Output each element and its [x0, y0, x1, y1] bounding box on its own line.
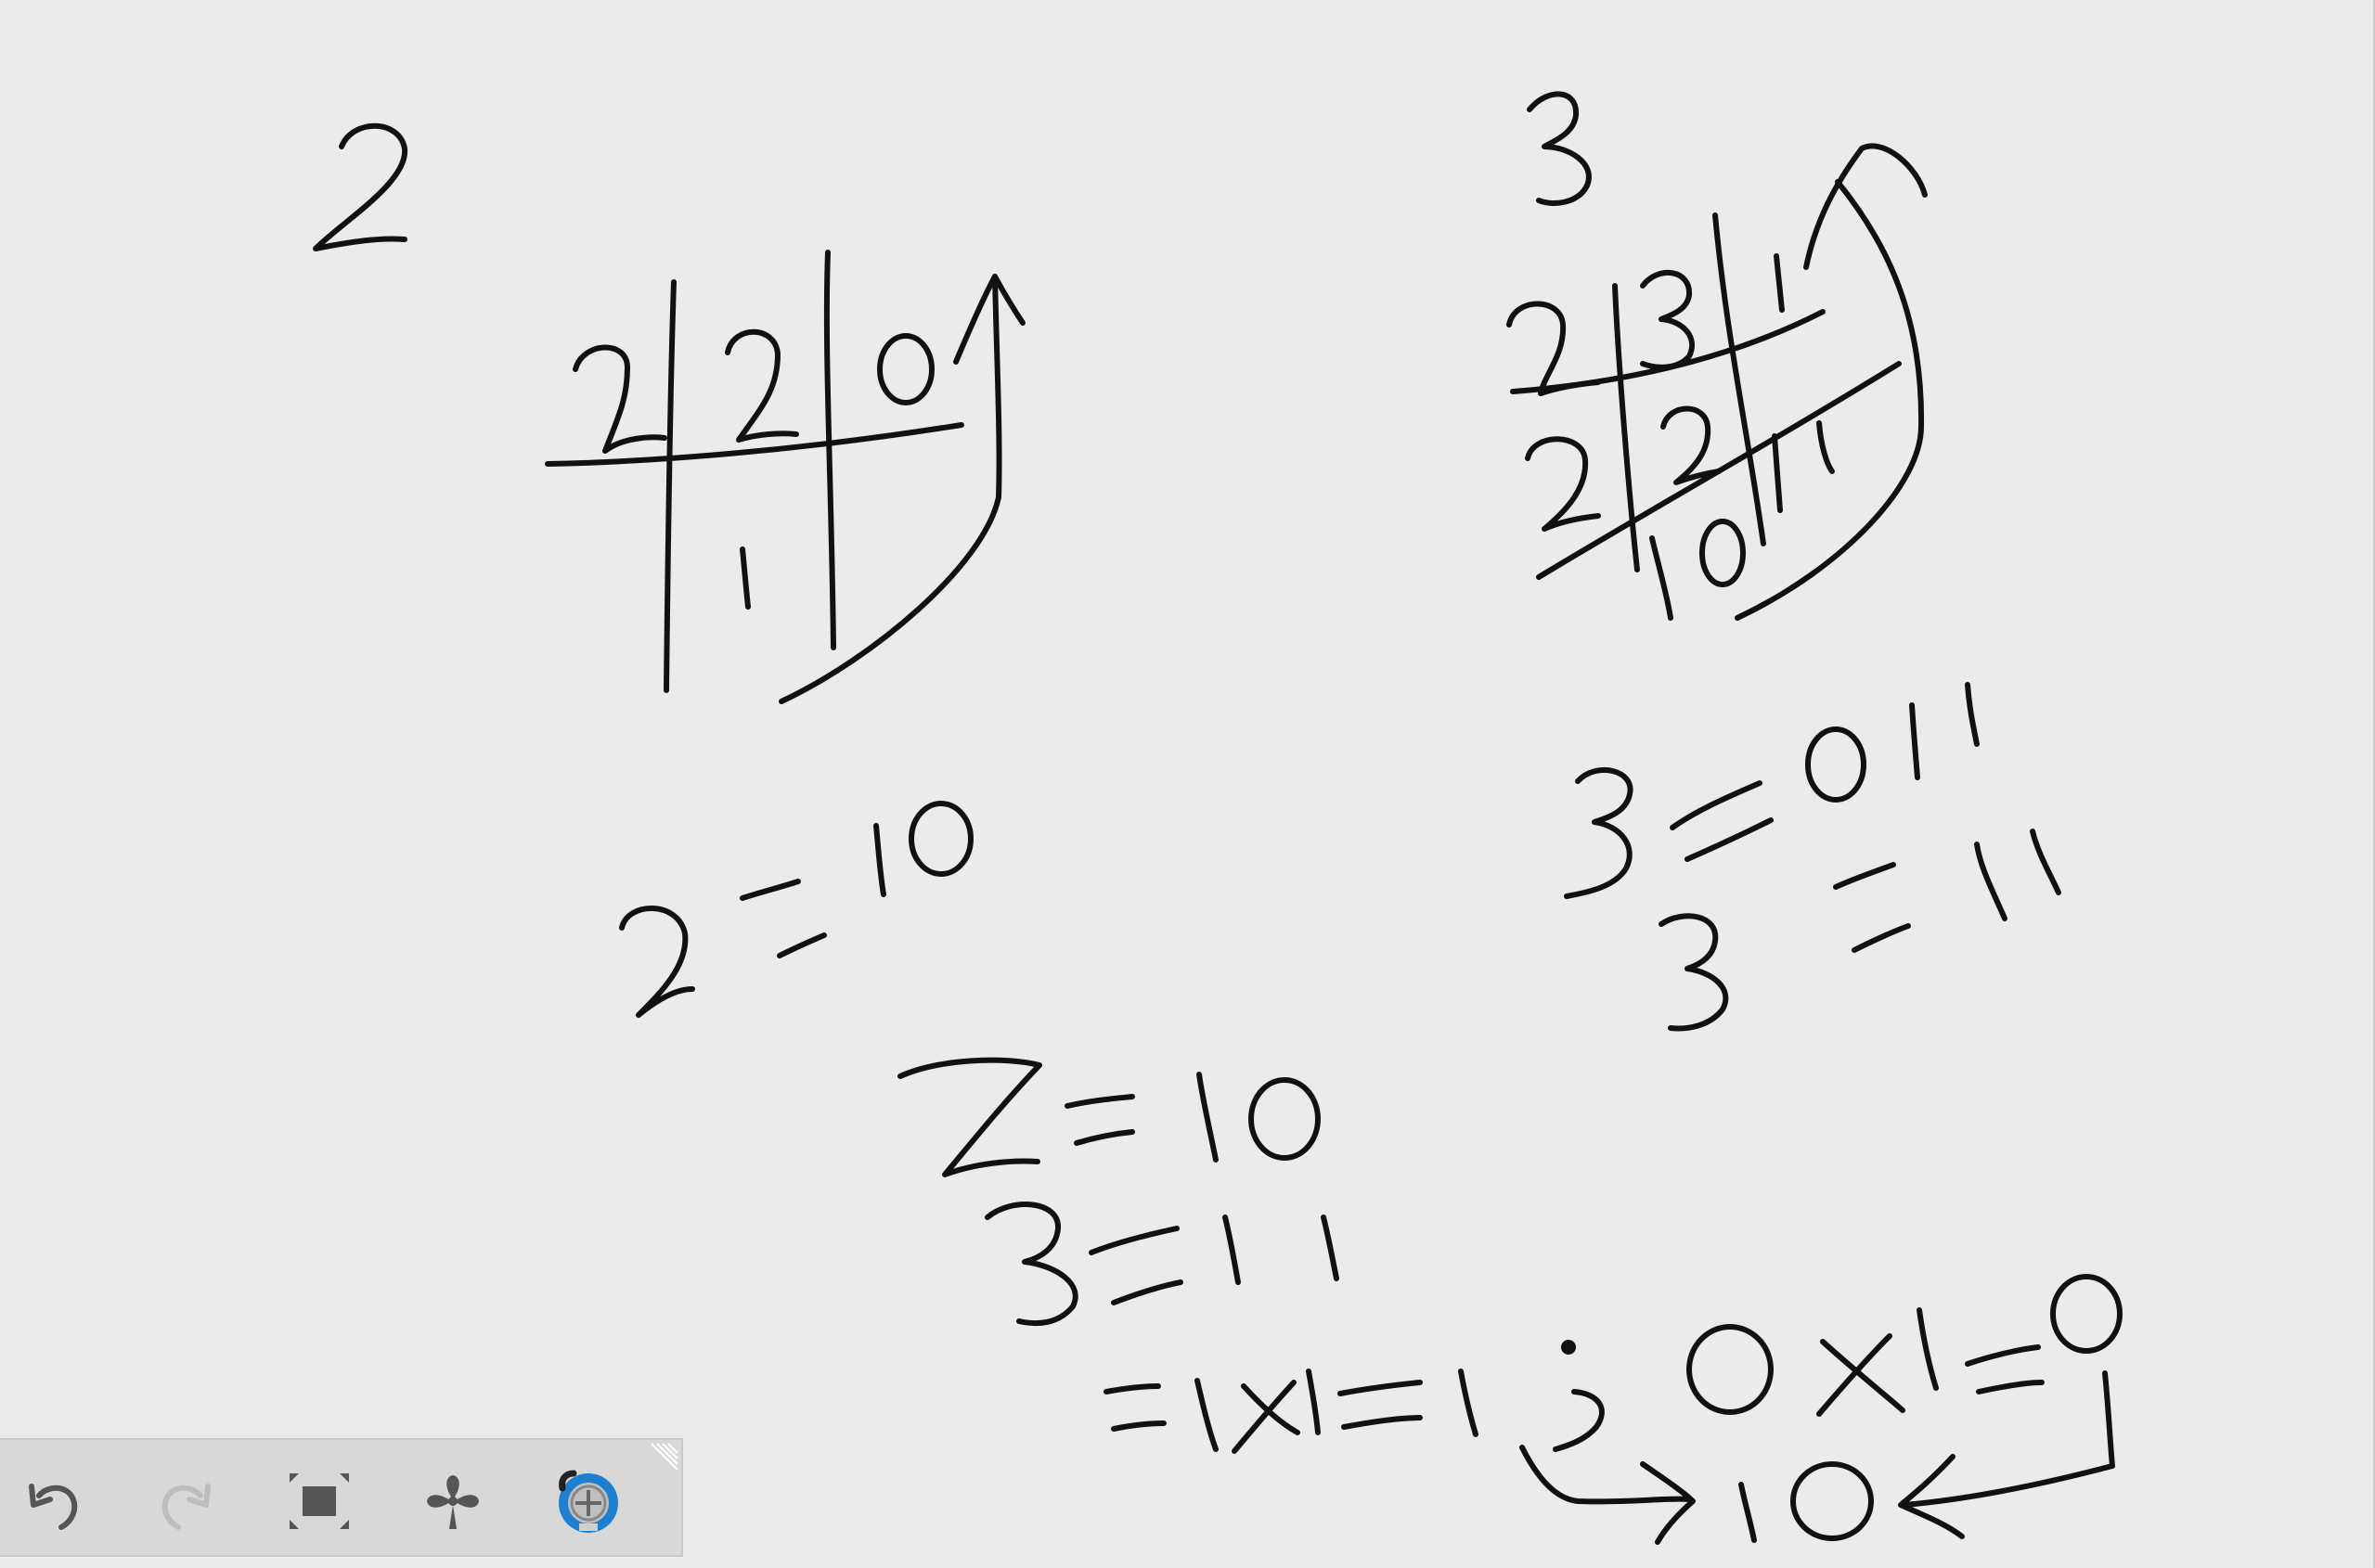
bottom-toolbar	[0, 1438, 683, 1557]
bottom-line-1-strokes	[900, 1060, 1318, 1175]
right-result-2-strokes	[1661, 831, 2059, 1028]
bottom-line-3-strokes	[1106, 1277, 2120, 1451]
fullscreen-icon	[286, 1468, 353, 1535]
right-result-1-strokes	[1567, 685, 1977, 896]
bottom-line-2-strokes	[987, 1204, 1336, 1323]
undo-button[interactable]	[15, 1462, 93, 1540]
record-button[interactable]	[548, 1462, 626, 1540]
fan-button[interactable]	[414, 1462, 492, 1540]
left-title-strokes	[316, 126, 405, 249]
record-icon	[553, 1468, 620, 1535]
undo-icon	[20, 1468, 87, 1535]
fullscreen-button[interactable]	[280, 1462, 358, 1540]
resize-grip-icon[interactable]	[642, 1442, 679, 1479]
left-division-table	[548, 252, 1023, 701]
redo-icon	[152, 1468, 219, 1535]
right-division-table	[1509, 146, 1925, 618]
left-result-strokes	[622, 803, 971, 1015]
redo-button[interactable]	[147, 1462, 225, 1540]
bottom-result-strokes	[1522, 1373, 2112, 1542]
right-title-strokes	[1530, 94, 1589, 203]
fan-icon	[419, 1468, 486, 1535]
